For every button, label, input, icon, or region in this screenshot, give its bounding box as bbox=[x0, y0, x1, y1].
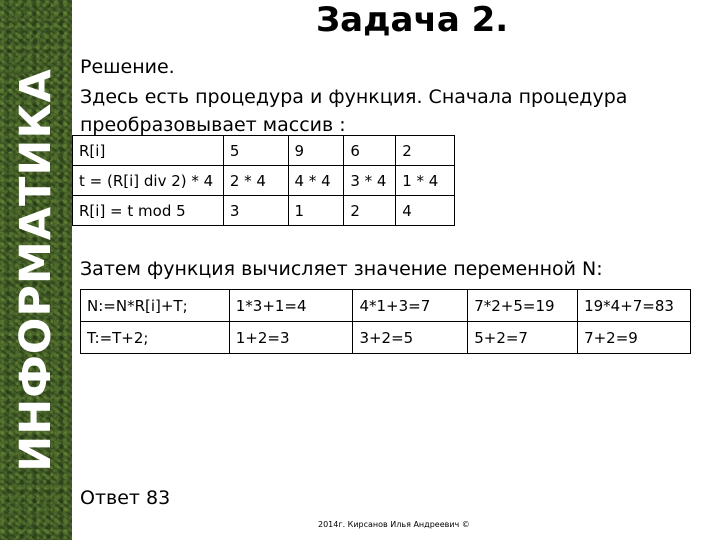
intro-line-2: преобразовывает массив : bbox=[80, 114, 346, 136]
table-cell: 2 * 4 bbox=[223, 166, 288, 196]
slide-title: Задача 2. bbox=[316, 0, 509, 40]
function-table bbox=[80, 289, 691, 354]
table-cell: 3 bbox=[223, 196, 288, 226]
table-cell: 3 * 4 bbox=[344, 166, 396, 196]
table-cell: 2 bbox=[344, 196, 396, 226]
table-cell: 9 bbox=[288, 136, 344, 166]
table-row bbox=[73, 166, 455, 196]
table-row bbox=[81, 290, 691, 322]
footer-copyright: 2014г. Кирсанов Илья Андреевич © bbox=[318, 520, 470, 529]
table-cell: 1+2=3 bbox=[229, 322, 353, 354]
table-cell: 3+2=5 bbox=[353, 322, 468, 354]
procedure-table bbox=[72, 135, 455, 226]
table-cell: 19*4+7=83 bbox=[578, 290, 691, 322]
solution-heading: Решение. bbox=[80, 56, 175, 78]
table-cell: 4*1+3=7 bbox=[353, 290, 468, 322]
function-intro: Затем функция вычисляет значение переменной N: bbox=[80, 258, 603, 280]
table-cell: 2 bbox=[396, 136, 455, 166]
table-cell: 5 bbox=[223, 136, 288, 166]
table-cell: R[i] bbox=[73, 136, 224, 166]
table-cell: 4 bbox=[396, 196, 455, 226]
table-cell: 1 * 4 bbox=[396, 166, 455, 196]
table-cell: 7+2=9 bbox=[578, 322, 691, 354]
table-cell: t = (R[i] div 2) * 4 bbox=[73, 166, 224, 196]
answer-text: Ответ 83 bbox=[80, 487, 171, 509]
table-cell: N:=N*R[i]+T; bbox=[81, 290, 230, 322]
table-cell: 1*3+1=4 bbox=[229, 290, 353, 322]
table-row bbox=[73, 136, 455, 166]
table-row bbox=[81, 322, 691, 354]
table-cell: 7*2+5=19 bbox=[468, 290, 578, 322]
sidebar-texture bbox=[0, 0, 72, 540]
table-cell: 1 bbox=[288, 196, 344, 226]
sidebar-title: ИНФОРМАТИКА bbox=[11, 68, 61, 472]
intro-line: Здесь есть процедура и функция. Сначала процедура bbox=[80, 86, 628, 108]
table-row bbox=[73, 196, 455, 226]
table-cell: 4 * 4 bbox=[288, 166, 344, 196]
table-cell: R[i] = t mod 5 bbox=[73, 196, 224, 226]
table-cell: 5+2=7 bbox=[468, 322, 578, 354]
table-cell: T:=T+2; bbox=[81, 322, 230, 354]
table-cell: 6 bbox=[344, 136, 396, 166]
